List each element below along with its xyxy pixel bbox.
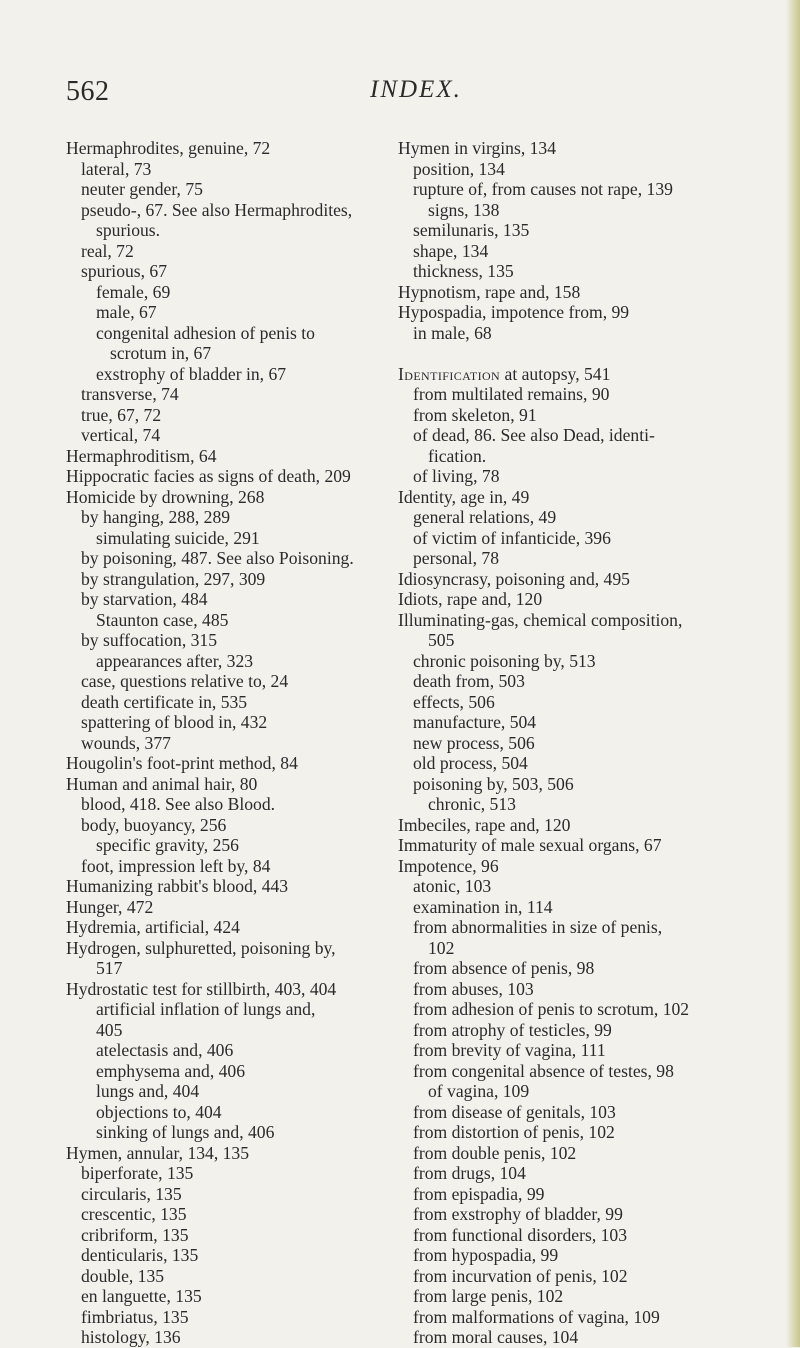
index-entry: Hydrogen, sulphuretted, poisoning by, [66, 937, 336, 958]
index-entry: from hypospadia, 99 [413, 1245, 559, 1265]
index-entry: of dead, 86. See also Dead, identi- [413, 425, 655, 445]
index-entry: Hermaphroditism, 64 [66, 445, 217, 466]
index-entry: from epispadia, 99 [413, 1183, 545, 1204]
index-entry: Humanizing rabbit's blood, 443 [66, 876, 289, 896]
index-entry: histology, 136 [81, 1327, 181, 1347]
index-entry: real, 72 [81, 240, 134, 261]
index-entry: exstrophy of bladder in, 67 [96, 363, 287, 384]
index-entry: by suffocation, 315 [81, 630, 218, 650]
index-entry: from exstrophy of bladder, 99 [413, 1204, 623, 1224]
index-entry: circularis, 135 [81, 1183, 182, 1204]
index-entry: Identification at autopsy, 541 [398, 363, 611, 384]
index-entry: Hermaphrodites, genuine, 72 [66, 138, 271, 158]
index-entry: signs, 138 [428, 199, 500, 220]
index-entry: Staunton case, 485 [96, 609, 229, 630]
index-entry: of vagina, 109 [428, 1081, 530, 1101]
index-entry: from drugs, 104 [413, 1163, 526, 1183]
index-entry: death certificate in, 535 [81, 691, 248, 712]
index-entry: of victim of infanticide, 396 [413, 527, 611, 548]
index-column-left [66, 138, 402, 1348]
index-entry: Hunger, 472 [66, 896, 154, 917]
index-entry: position, 134 [413, 158, 505, 179]
index-entry: from absence of penis, 98 [413, 958, 595, 978]
index-entry: from incurvation of penis, 102 [413, 1265, 628, 1286]
index-entry: Immaturity of male sexual organs, 67 [398, 835, 662, 855]
page-header [66, 76, 746, 116]
index-entry: chronic poisoning by, 513 [413, 650, 596, 671]
index-entry: male, 67 [96, 302, 157, 322]
index-entry: by starvation, 484 [81, 589, 208, 609]
index-entry: en languette, 135 [81, 1286, 202, 1306]
index-entry: congenital adhesion of penis to [96, 322, 315, 343]
index-entry: foot, impression left by, 84 [81, 855, 271, 876]
index-entry: shape, 134 [413, 240, 489, 261]
index-entry: Homicide by drowning, 268 [66, 486, 265, 507]
index-entry: Hymen in virgins, 134 [398, 138, 557, 158]
index-entry: by strangulation, 297, 309 [81, 568, 266, 589]
index-entry: from distortion of penis, 102 [413, 1122, 615, 1142]
index-entry: from abuses, 103 [413, 978, 534, 999]
index-entry: by hanging, 288, 289 [81, 507, 231, 527]
index-entry: by poisoning, 487. See also Poisoning. [81, 548, 354, 568]
index-entry: 405 [96, 1019, 123, 1040]
index-entry: neuter gender, 75 [81, 179, 203, 199]
index-entry: lungs and, 404 [96, 1081, 200, 1101]
index-entry: from double penis, 102 [413, 1142, 577, 1163]
index-entry: old process, 504 [413, 753, 528, 773]
index-entry: from abnormalities in size of penis, [413, 917, 663, 937]
index-entry: Hippocratic facies as signs of death, 209 [66, 466, 351, 486]
index-entry: semilunaris, 135 [413, 220, 530, 240]
index-entry: body, buoyancy, 256 [81, 814, 227, 835]
index-entry: Hypnotism, rape and, 158 [398, 281, 581, 302]
index-entry: Hougolin's foot-print method, 84 [66, 753, 298, 773]
index-entry: in male, 68 [413, 322, 492, 343]
index-entry: sinking of lungs and, 406 [96, 1122, 275, 1142]
index-entry: poisoning by, 503, 506 [413, 773, 574, 794]
index-entry: Identity, age in, 49 [398, 486, 530, 507]
index-entry: Imbeciles, rape and, 120 [398, 814, 571, 835]
index-entry [398, 343, 798, 364]
index-entry: Impotence, 96 [398, 855, 499, 876]
index-entry: from skeleton, 91 [413, 404, 537, 425]
index-entry: death from, 503 [413, 671, 525, 691]
index-entry: denticularis, 135 [81, 1245, 199, 1265]
index-entry: from large penis, 102 [413, 1286, 564, 1306]
index-entry: spattering of blood in, 432 [81, 712, 268, 732]
index-entry: spurious, 67 [81, 261, 168, 281]
index-entry: artificial inflation of lungs and, [96, 999, 316, 1019]
index-entry: Human and animal hair, 80 [66, 773, 258, 794]
index-entry: transverse, 74 [81, 384, 179, 404]
index-entry: lateral, 73 [81, 158, 152, 179]
index-entry: from multilated remains, 90 [413, 384, 610, 404]
index-entry: general relations, 49 [413, 507, 557, 527]
index-entry: crescentic, 135 [81, 1204, 187, 1224]
index-entry: atelectasis and, 406 [96, 1040, 234, 1060]
index-entry: simulating suicide, 291 [96, 527, 260, 548]
index-entry: 102 [428, 937, 455, 958]
index-entry: rupture of, from causes not rape, 139 [413, 179, 673, 199]
index-entry: biperforate, 135 [81, 1163, 194, 1183]
index-entry: from moral causes, 104 [413, 1327, 579, 1347]
index-entry: appearances after, 323 [96, 650, 254, 671]
index-entry: true, 67, 72 [81, 404, 162, 425]
index-entry: 517 [96, 958, 123, 978]
index-entry: from adhesion of penis to scrotum, 102 [413, 999, 690, 1019]
index-entry: Idiosyncrasy, poisoning and, 495 [398, 568, 630, 589]
index-entry: new process, 506 [413, 732, 535, 753]
index-entry: Hydrostatic test for stillbirth, 403, 404 [66, 978, 337, 999]
index-entry: fication. [428, 445, 487, 466]
index-entry: blood, 418. See also Blood. [81, 794, 276, 814]
index-entry: objections to, 404 [96, 1101, 222, 1122]
index-entry: wounds, 377 [81, 732, 171, 753]
index-column-right [398, 138, 798, 1348]
index-entry: pseudo-, 67. See also Hermaphrodites, [81, 199, 353, 220]
index-entry: examination in, 114 [413, 896, 553, 917]
index-entry: from congenital absence of testes, 98 [413, 1060, 674, 1081]
index-entry: Hydremia, artificial, 424 [66, 917, 240, 937]
index-entry: scrotum in, 67 [110, 343, 212, 363]
index-entry: manufacture, 504 [413, 712, 537, 732]
page-number: 562 [66, 76, 110, 107]
index-entry: from brevity of vagina, 111 [413, 1040, 606, 1060]
index-entry: atonic, 103 [413, 876, 492, 896]
index-entry: 505 [428, 630, 455, 650]
index-entry: female, 69 [96, 281, 171, 302]
index-entry: from disease of genitals, 103 [413, 1101, 616, 1122]
index-entry: double, 135 [81, 1265, 165, 1286]
index-entry: thickness, 135 [413, 261, 514, 281]
index-entry: fimbriatus, 135 [81, 1306, 189, 1327]
index-entry: emphysema and, 406 [96, 1060, 246, 1081]
index-entry: from functional disorders, 103 [413, 1224, 628, 1245]
index-entry: from atrophy of testicles, 99 [413, 1019, 612, 1040]
index-entry: Hymen, annular, 134, 135 [66, 1142, 250, 1163]
index-entry: of living, 78 [413, 466, 500, 486]
index-entry: effects, 506 [413, 691, 495, 712]
index-entry: vertical, 74 [81, 425, 161, 445]
index-entry: specific gravity, 256 [96, 835, 239, 855]
index-entry: Idiots, rape and, 120 [398, 589, 543, 609]
index-entry: personal, 78 [413, 548, 499, 568]
running-head: INDEX. [370, 76, 462, 103]
index-entry: chronic, 513 [428, 794, 516, 814]
index-entry: spurious. [96, 220, 161, 240]
index-entry: from malformations of vagina, 109 [413, 1306, 660, 1327]
index-entry: case, questions relative to, 24 [81, 671, 289, 691]
index-entry: Illuminating-gas, chemical composition, [398, 609, 683, 630]
index-entry: cribriform, 135 [81, 1224, 189, 1245]
index-entry: Hypospadia, impotence from, 99 [398, 302, 630, 322]
